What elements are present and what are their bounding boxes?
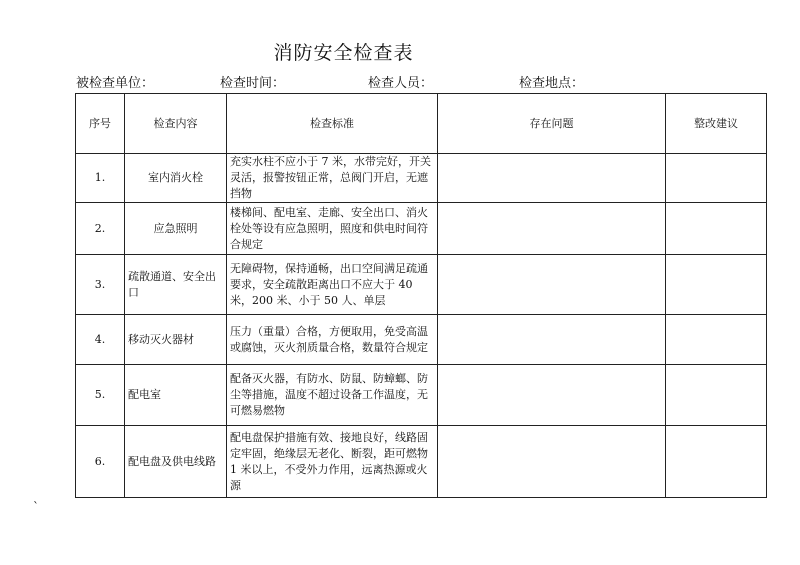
inspector-label: 检查人员： [368, 76, 434, 91]
row-number: 4. [76, 315, 125, 365]
table-row [76, 365, 767, 426]
row-standard: 楼梯间、配电室、走廊、安全出口、消火栓处等设有应急照明，照度和供电时间符合规定 [227, 203, 438, 255]
row-suggestion [666, 315, 767, 365]
header-suggestion: 整改建议 [666, 94, 767, 154]
row-number: 3. [76, 255, 125, 315]
row-standard: 无障碍物，保持通畅，出口空间满足疏通要求，安全疏散距离出口不应大于 40 米，200 米、小于 50 人、单层 [227, 255, 438, 315]
header-seq: 序号 [76, 94, 125, 154]
row-item: 疏散通道、安全出口 [125, 255, 227, 315]
row-suggestion [666, 255, 767, 315]
row-item: 室内消火栓 [125, 154, 227, 203]
row-item: 移动灭火器材 [125, 315, 227, 365]
row-standard: 充实水柱不应小于 7 米，水带完好，开关灵活，报警按钮正常，总阀门开启，无遮挡物 [227, 154, 438, 203]
page-title: 消防安全检查表 [273, 42, 414, 64]
row-problem [438, 315, 666, 365]
row-number: 1. [76, 154, 125, 203]
table-row [76, 426, 767, 498]
row-problem [438, 203, 666, 255]
row-suggestion [666, 365, 767, 426]
row-suggestion [666, 426, 767, 498]
row-suggestion [666, 154, 767, 203]
row-number: 2. [76, 203, 125, 255]
row-standard: 配电盘保护措施有效、接地良好，线路固定牢固，绝缘层无老化、断裂，距可燃物 1 米以上，不受外力作用，远离热源或火源 [227, 426, 438, 498]
row-standard: 压力（重量）合格，方便取用，免受高温或腐蚀，灭火剂质量合格，数量符合规定 [227, 315, 438, 365]
inspection-time-label: 检查时间： [220, 76, 286, 91]
inspection-table [75, 93, 767, 498]
stray-mark: ` [33, 500, 39, 514]
row-number: 5. [76, 365, 125, 426]
table-header-row [76, 94, 767, 154]
table-row [76, 255, 767, 315]
table-row [76, 154, 767, 203]
row-problem [438, 365, 666, 426]
row-standard: 配备灭火器，有防水、防鼠、防蟑螂、防尘等措施，温度不超过设备工作温度，无可燃易燃物 [227, 365, 438, 426]
row-item: 配电室 [125, 365, 227, 426]
table-row [76, 203, 767, 255]
table-row [76, 315, 767, 365]
row-item: 配电盘及供电线路 [125, 426, 227, 498]
row-problem [438, 154, 666, 203]
row-problem [438, 426, 666, 498]
header-item: 检查内容 [125, 94, 227, 154]
inspected-unit-label: 被检查单位： [76, 76, 155, 91]
inspection-location-label: 检查地点： [519, 76, 585, 91]
row-suggestion [666, 203, 767, 255]
row-number: 6. [76, 426, 125, 498]
header-standard: 检查标准 [227, 94, 438, 154]
row-problem [438, 255, 666, 315]
row-item: 应急照明 [125, 203, 227, 255]
header-problem: 存在问题 [438, 94, 666, 154]
